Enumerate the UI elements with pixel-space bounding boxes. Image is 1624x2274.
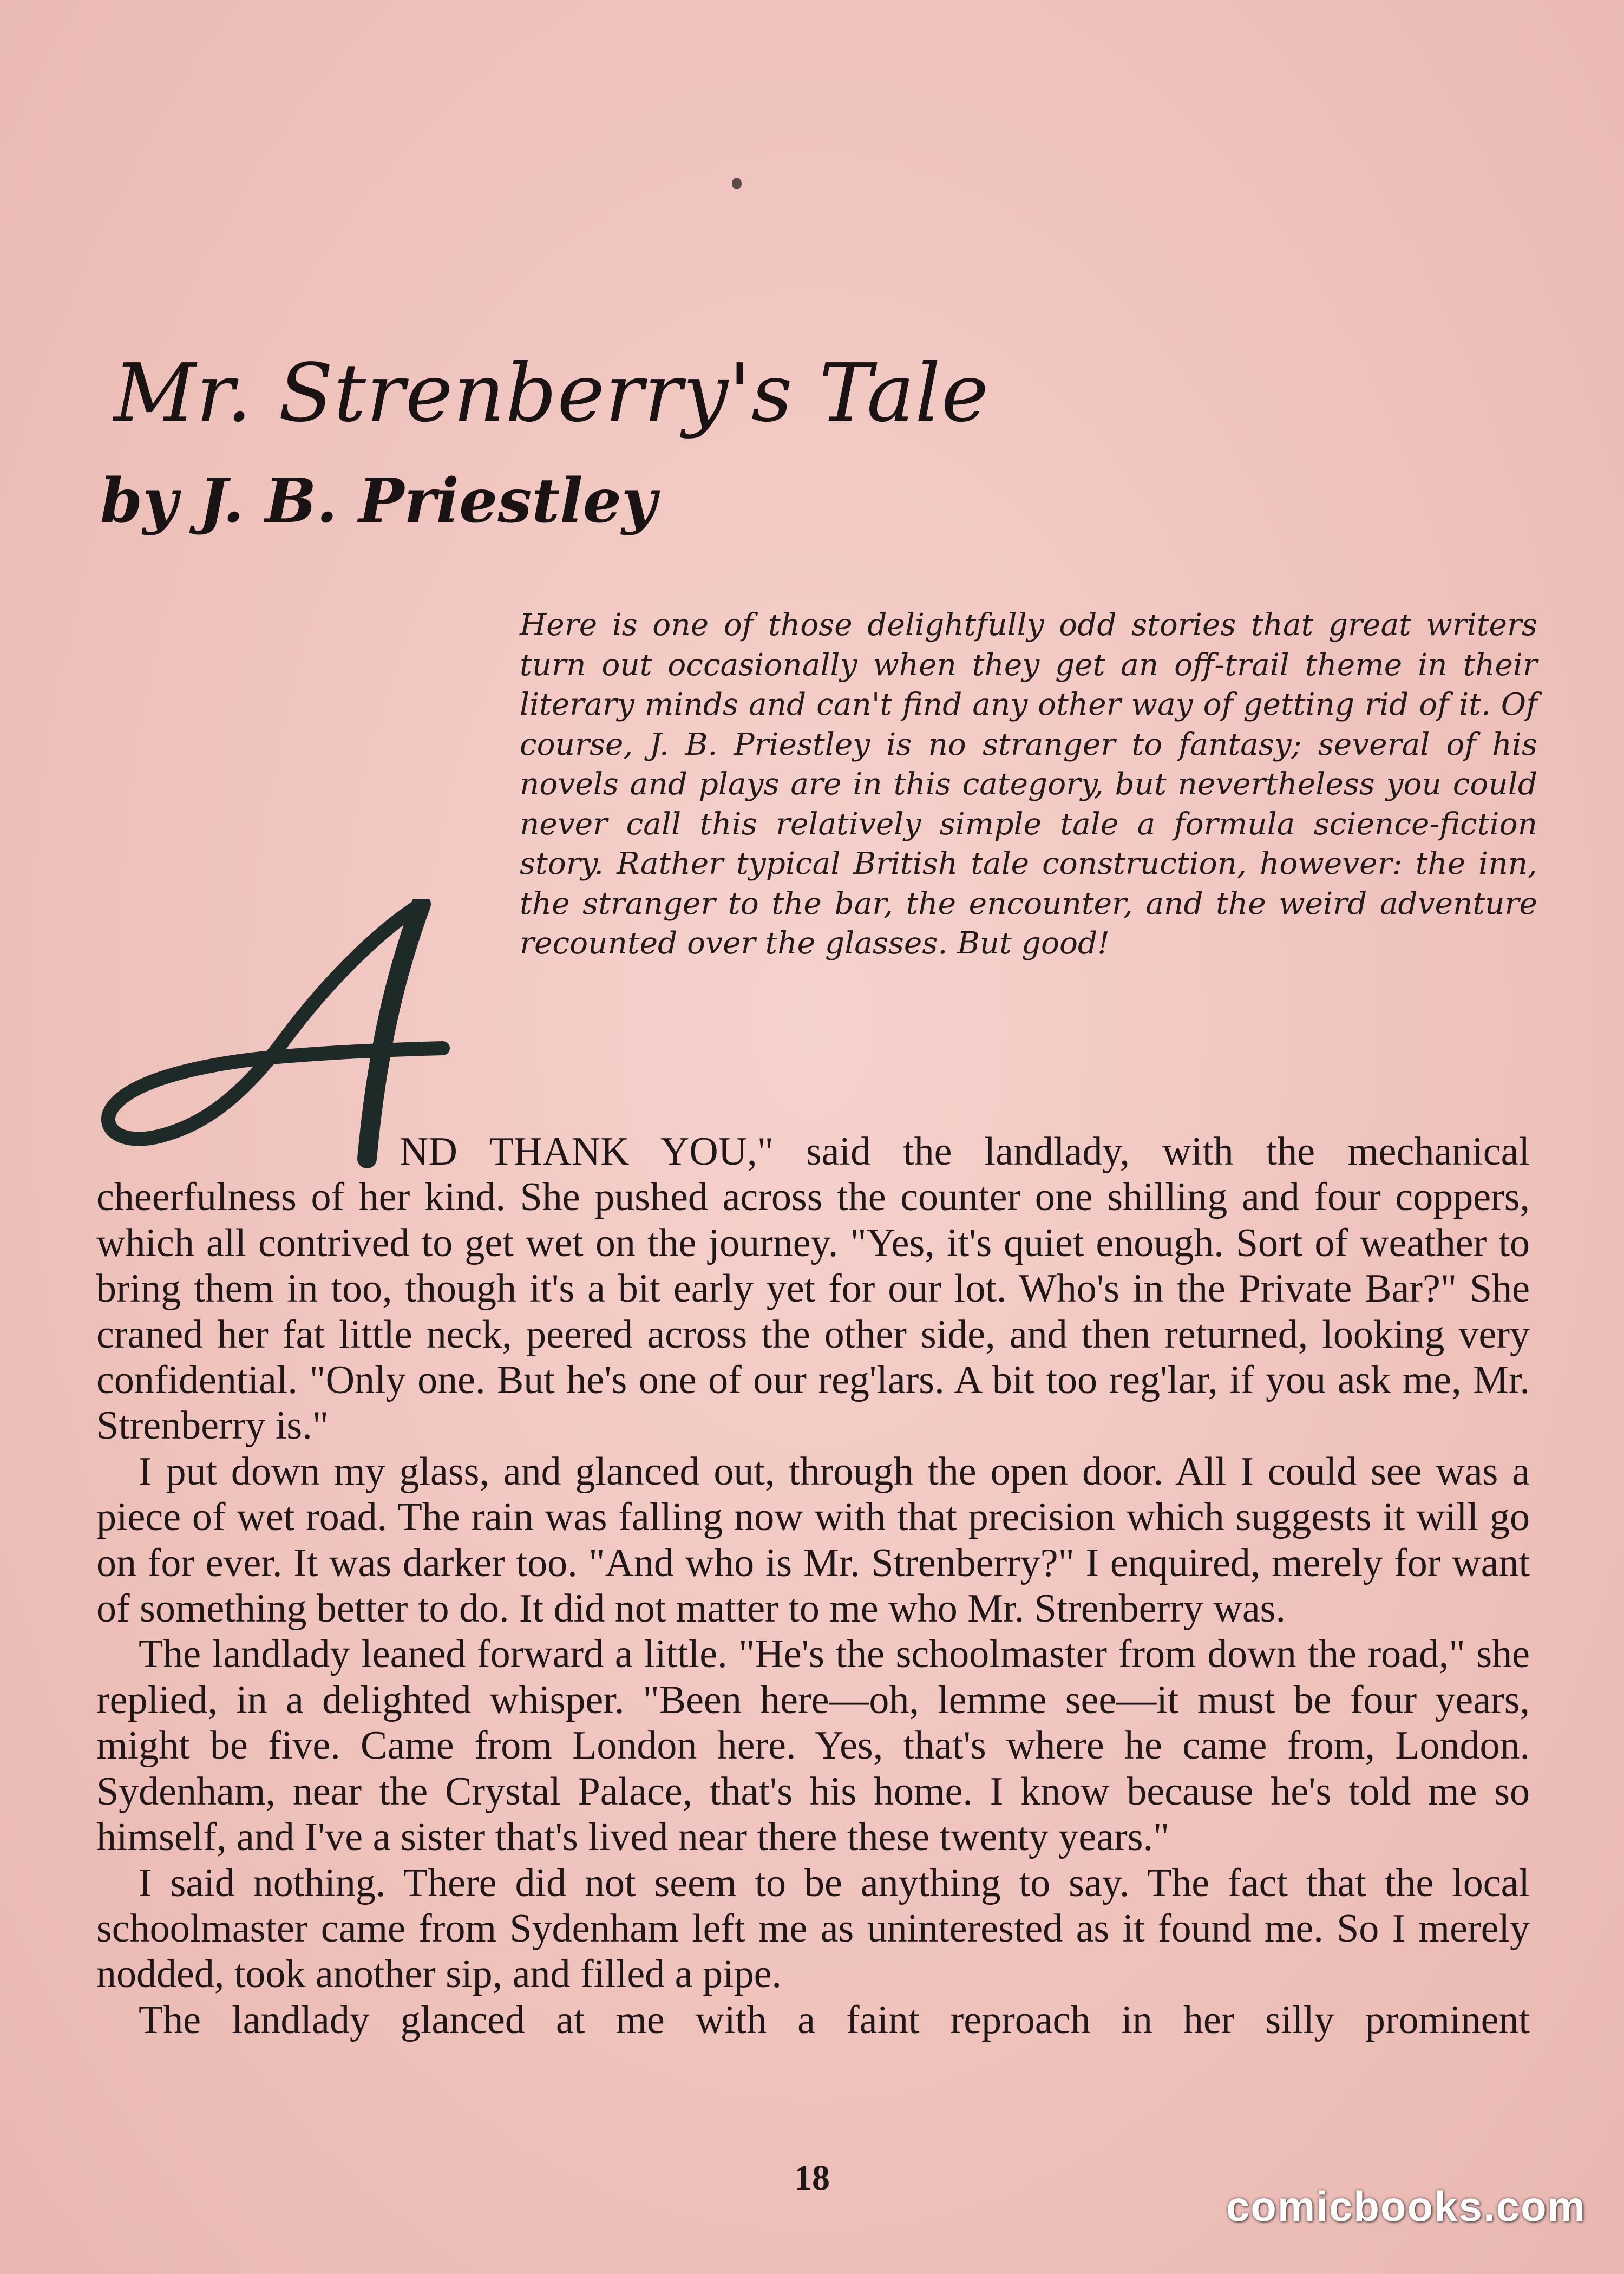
paragraph-1-text: said the landlady, with the mechanical cheerfulness of her kind. She pushed across the counter one shilling and four coppers, which all contrived to get wet on the journey. "Yes, it's quiet enough. Sort of weather to bring them in too, though it's a bit early yet for our lot. Who's in the Private Bar?" She craned her fat little neck, peered across the other side, and then returned, looking very confidential. "Only one. But he's one of our reg'lars. A bit too reg'lar, if you ask me, Mr. Strenberry is."	[96, 1129, 1530, 1448]
print-speck	[732, 178, 742, 190]
paragraph-2: I put down my glass, and glanced out, through the open door. All I could see was a piece of wet road. The rain was falling now with that precision which suggests it will go on for ever. It was darker too. "And who is Mr. Strenberry?" I enquired, merely for want of something better to do. It did not matter to me who Mr. Strenberry was.	[96, 1449, 1530, 1631]
paragraph-3: The landlady leaned forward a little. "He's the schoolmaster from down the road," she replied, in a delighted whisper. "Been here—oh, lemme see—it must be four years, might be five. Came from London here. Yes, that's where he came from, London. Sydenham, near the Crystal Palace, that's his home. I know because he's told me so himself, and I've a sister that's lived near there these twenty years."	[96, 1632, 1530, 1860]
story-body	[96, 1129, 1530, 2043]
story-byline: by J. B. Priestley	[100, 466, 657, 537]
editor-intro: Here is one of those delightfully odd stories that great writers turn out occasionally when they get an off-trail theme in their literary minds and can't find any other way of getting rid of it. Of course, J. B. Priestley is no stranger to fantasy; several of his novels and plays are in this category, but nevertheless you could never call this relatively simple tale a formula science-fiction story. Rather typical British tale construction, however: the inn, the stranger to the bar, the encounter, and the weird adventure recounted over the glasses. But good!	[520, 607, 1537, 961]
opening-words: ND THANK YOU,"	[400, 1129, 774, 1174]
story-title: Mr. Strenberry's Tale	[114, 347, 990, 440]
paragraph-4: I said nothing. There did not seem to be anything to say. The fact that the local schoolmaster came from Sydenham left me as uninterested as it found me. So I merely nodded, took another sip, and filled a pipe.	[96, 1860, 1530, 1997]
paragraph-1	[96, 1129, 1530, 1449]
watermark-text: comicbooks.com	[1226, 2182, 1586, 2230]
page-number: 18	[794, 2158, 830, 2198]
paragraph-5: The landlady glanced at me with a faint reproach in her silly prominent	[139, 1997, 1530, 2042]
